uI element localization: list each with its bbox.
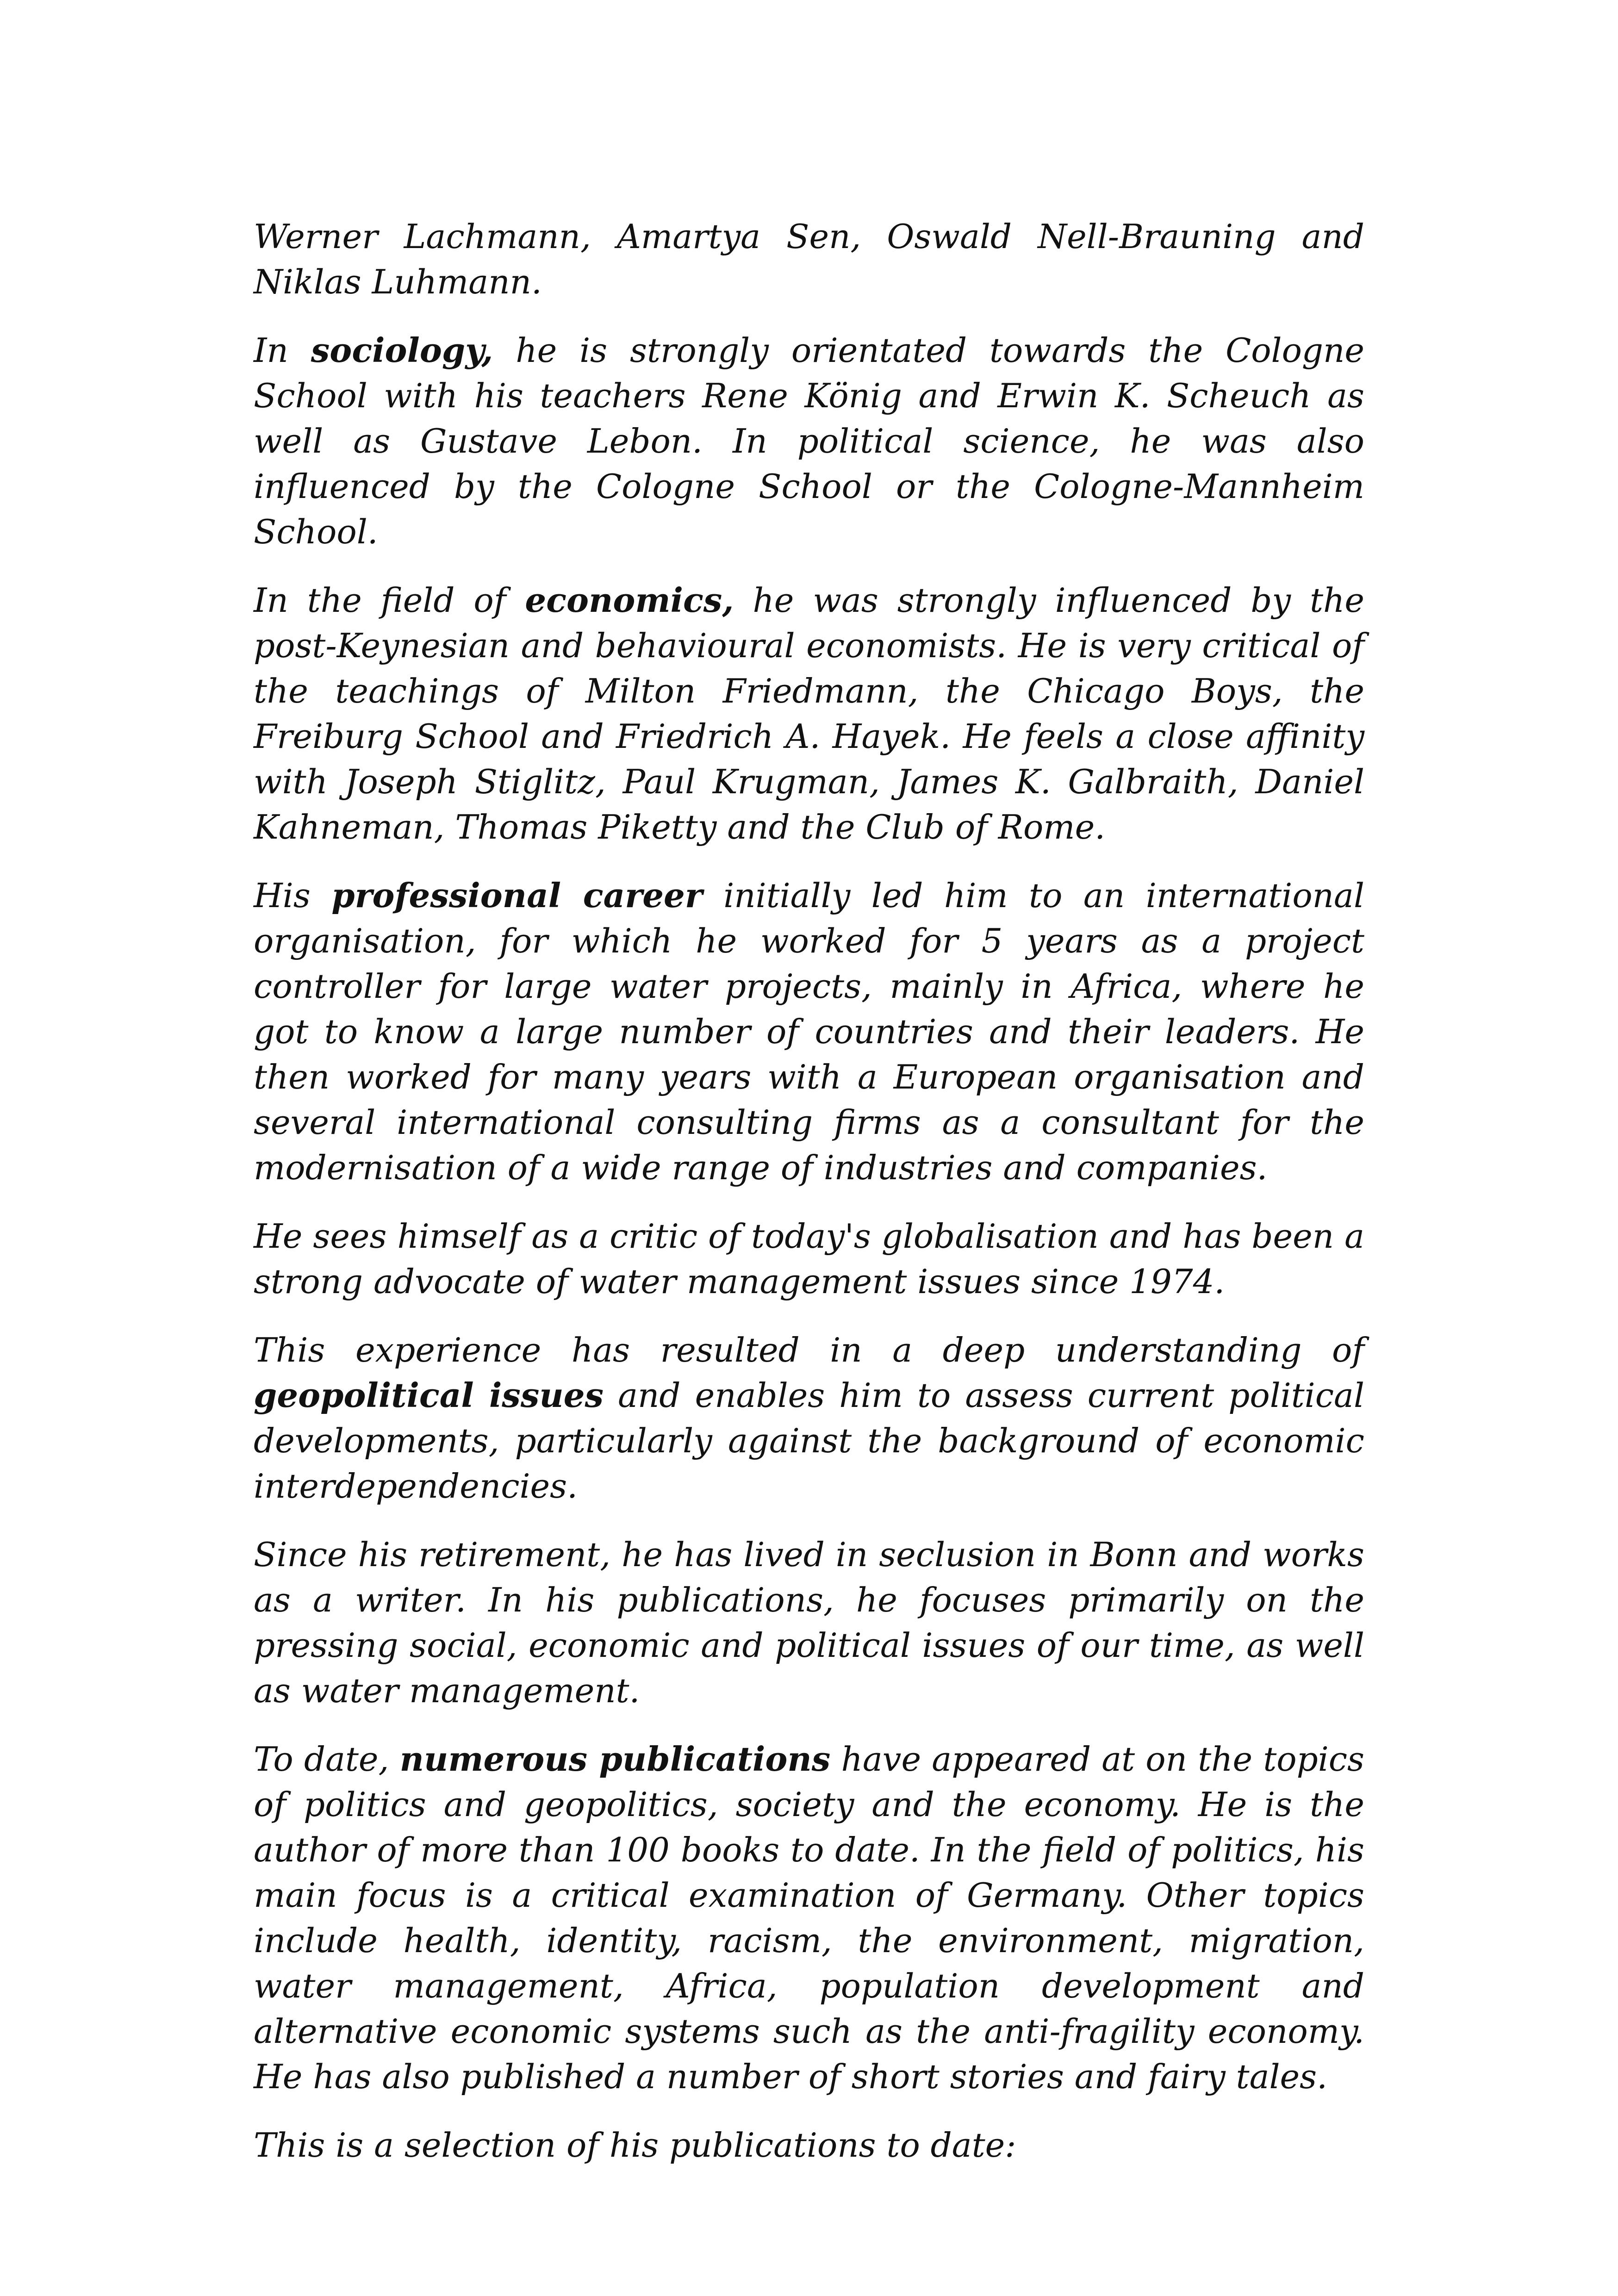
paragraph-career-pre: His [254,876,332,915]
document-page [254,214,1364,2168]
paragraph-retirement: Since his retirement, he has lived in seclusion in Bonn and works as a writer. In his publications, he focuses primarily on the pressing social, economic and political issues of our time, as well as water management. [254,1535,1364,1710]
keyword-geopolitical-issues: geopolitical issues [254,1375,604,1415]
paragraph-economics [254,578,1364,850]
paragraph-career-post: initially led him to an international organisation, for which he worked for 5 years as a project controller for large water projects, mainly in Africa, where he got to know a large number of countries and their leaders. He then worked for many years with a European organisation and several international consulting firms as a consultant for the modernisation of a wide range of industries and companies. [254,876,1364,1187]
paragraph-publications-post: have appeared at on the topics of politics and geopolitics, society and the economy. He is the author of more than 100 books to date. In the field of politics, his main focus is a critical examination of Germany. Other topics include health, identity, racism, the environment, migration, water management, Africa, population development and alternative economic systems such as the anti-fragility economy. He has also published a number of short stories and fairy tales. [254,1740,1365,2096]
paragraph-selection-intro: This is a selection of his publications to date: [254,2126,1016,2165]
paragraph-influences-continued: Werner Lachmann, Amartya Sen, Oswald Nell-Brauning and Niklas Luhmann. [254,217,1364,301]
keyword-numerous-publications: numerous publications [399,1739,831,1779]
paragraph-sociology [254,328,1364,554]
paragraph-publications-pre: To date, [254,1740,400,1779]
keyword-economics: economics, [525,580,734,620]
paragraph-geopolitical-pre: This experience has resulted in a deep understanding of [254,1331,1364,1369]
paragraph-professional-career [254,873,1364,1190]
keyword-professional-career: professional career [331,876,703,915]
paragraph-geopolitical [254,1327,1364,1509]
keyword-sociology: sociology, [311,330,493,370]
paragraph-publications [254,1736,1364,2099]
paragraph-geopolitical-post: and enables him to assess current political developments, particularly against the background of economic interdependencies. [254,1376,1364,1506]
paragraph-sociology-post: he is strongly orientated towards the Cologne School with his teachers Rene König and Erwin K. Scheuch as well as Gustave Lebon. In political science, he was also influenced by the Cologne School or the Cologne-Mannheim School. [254,331,1364,551]
paragraph-economics-pre: In the field of [254,581,525,620]
paragraph-sociology-pre: In [254,331,311,370]
paragraph-globalisation: He sees himself as a critic of today's globalisation and has been a strong advocate of water management issues since 1974. [254,1217,1364,1301]
paragraph-economics-post: he was strongly influenced by the post-Keynesian and behavioural economists. He is very critical of the teachings of Milton Friedmann, the Chicago Boys, the Freiburg School and Friedrich A. Hayek. He feels a close affinity with Joseph Stiglitz, Paul Krugman, James K. Galbraith, Daniel Kahneman, Thomas Piketty and the Club of Rome. [254,581,1364,846]
